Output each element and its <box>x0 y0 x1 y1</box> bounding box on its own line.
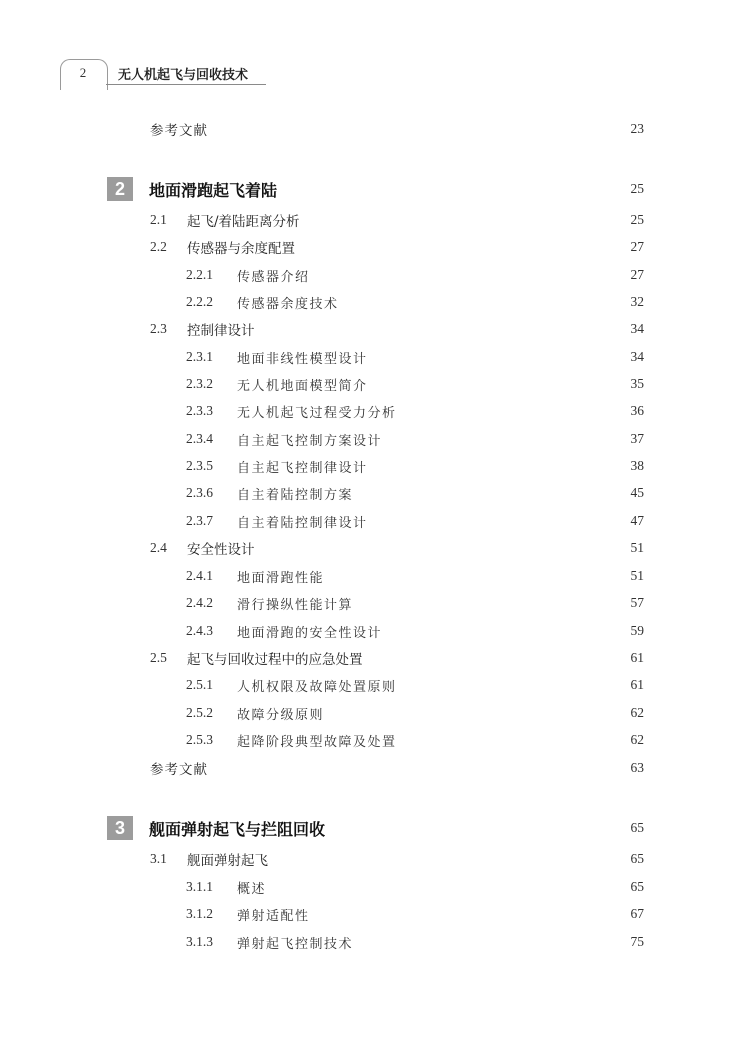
toc-entry-number: 2.3 <box>150 321 167 336</box>
leader-dots <box>306 209 618 231</box>
chapter-number-badge: 2 <box>107 177 133 201</box>
toc-entry-number: 2.5.2 <box>186 705 213 720</box>
toc-entry[interactable] <box>150 537 644 559</box>
toc-entry[interactable] <box>186 729 644 751</box>
leader-dots <box>388 620 618 642</box>
toc-entry-page: 32 <box>630 294 644 309</box>
leader-dots <box>359 592 618 614</box>
toc-entry-page: 61 <box>630 677 644 692</box>
toc-entry-page: 62 <box>630 732 644 747</box>
chapter-heading-2[interactable] <box>107 176 644 202</box>
leader-dots <box>214 118 618 140</box>
toc-entry[interactable] <box>186 291 644 313</box>
toc-entry-title: 参考文献 <box>150 123 208 139</box>
leader-dots <box>261 537 619 559</box>
toc-entry[interactable] <box>186 903 644 925</box>
chapter-page: 25 <box>630 181 644 196</box>
leader-dots <box>359 482 618 504</box>
leader-dots <box>331 817 618 839</box>
toc-entry-number: 2.3.3 <box>186 403 213 418</box>
chapter-page: 65 <box>630 820 644 835</box>
toc-entry-page: 62 <box>630 705 644 720</box>
leader-dots <box>374 510 618 532</box>
toc-entry[interactable] <box>150 236 644 258</box>
toc-entry-title: 参考文献 <box>150 762 208 778</box>
leader-dots <box>403 729 618 751</box>
toc-entry[interactable] <box>150 848 644 870</box>
toc-entry-number: 2.1 <box>150 212 167 227</box>
toc-entry[interactable] <box>186 674 644 696</box>
toc-entry-number: 2.3.1 <box>186 349 213 364</box>
toc-entry[interactable] <box>186 264 644 286</box>
toc-entry-title: 弹射起飞控制技术 <box>237 936 354 952</box>
toc-entry-number: 2.3.5 <box>186 458 213 473</box>
leader-dots <box>374 373 618 395</box>
toc-entry-title: 起降阶段典型故障及处置 <box>237 734 397 750</box>
toc-entry[interactable] <box>186 373 644 395</box>
toc-entry-page: 27 <box>630 267 644 282</box>
toc-entry-title: 地面滑跑的安全性设计 <box>237 625 383 641</box>
toc-entry-title: 自主起飞控制律设计 <box>237 460 368 476</box>
toc-entry-number: 3.1.1 <box>186 879 213 894</box>
toc-entry[interactable] <box>186 510 644 532</box>
toc-entry-page: 35 <box>630 376 644 391</box>
toc-entry-page: 65 <box>630 851 644 866</box>
toc-entry[interactable] <box>186 482 644 504</box>
toc-entry-page: 37 <box>630 431 644 446</box>
toc-entry-title: 传感器介绍 <box>237 269 310 285</box>
toc-entry-page: 27 <box>630 239 644 254</box>
leader-dots <box>316 903 618 925</box>
toc-entry-title: 无人机地面模型简介 <box>237 378 368 394</box>
toc-entry-title: 滑行操纵性能计算 <box>237 597 354 613</box>
toc-entry-title: 弹射适配性 <box>237 908 310 924</box>
leader-dots <box>388 428 618 450</box>
toc-entry[interactable] <box>150 318 644 340</box>
toc-entry[interactable] <box>150 209 644 231</box>
leader-dots <box>359 931 618 953</box>
chapter-title: 地面滑跑起飞着陆 <box>149 180 278 200</box>
toc-entry-number: 2.3.4 <box>186 431 213 446</box>
toc-entry-number: 2.4.1 <box>186 568 213 583</box>
toc-entry-references[interactable] <box>150 118 644 140</box>
toc-entry[interactable] <box>186 592 644 614</box>
toc-entry-title: 无人机起飞过程受力分析 <box>237 405 397 421</box>
toc-entry[interactable] <box>186 400 644 422</box>
chapter-number-badge: 3 <box>107 816 133 840</box>
leader-dots <box>374 346 618 368</box>
leader-dots <box>301 236 618 258</box>
leader-dots <box>369 647 619 669</box>
toc-entry-title: 人机权限及故障处置原则 <box>237 679 397 695</box>
toc-entry-number: 2.5 <box>150 650 167 665</box>
toc-entry-page: 51 <box>630 540 644 555</box>
toc-entry[interactable] <box>186 876 644 898</box>
toc-entry[interactable] <box>186 931 644 953</box>
leader-dots <box>403 400 618 422</box>
leader-dots <box>330 702 618 724</box>
toc-entry-page: 67 <box>630 906 644 921</box>
toc-entry-number: 2.5.3 <box>186 732 213 747</box>
chapter-heading-3[interactable] <box>107 815 644 841</box>
leader-dots <box>214 757 618 779</box>
toc-entry-number: 2.3.2 <box>186 376 213 391</box>
toc-entry[interactable] <box>186 565 644 587</box>
chapter-title: 舰面弹射起飞与拦阻回收 <box>149 819 326 839</box>
toc-entry[interactable] <box>186 620 644 642</box>
leader-dots <box>261 318 619 340</box>
toc-entry-title: 舰面弹射起飞 <box>187 853 268 869</box>
toc-entry-number: 2.2.1 <box>186 267 213 282</box>
toc-entry-page: 45 <box>630 485 644 500</box>
toc-entry-title: 故障分级原则 <box>237 707 325 723</box>
toc-entry-title: 自主起飞控制方案设计 <box>237 433 383 449</box>
toc-entry-page: 57 <box>630 595 644 610</box>
toc-entry-page: 59 <box>630 623 644 638</box>
running-header <box>60 55 265 87</box>
toc-entry-number: 2.3.6 <box>186 485 213 500</box>
toc-entry-page: 25 <box>630 212 644 227</box>
toc-entry-number: 2.2.2 <box>186 294 213 309</box>
toc-entry-title: 自主着陆控制律设计 <box>237 515 368 531</box>
toc-entry-number: 2.4.3 <box>186 623 213 638</box>
leader-dots <box>274 848 618 870</box>
page-number: 2 <box>79 65 87 80</box>
toc-entry-title: 概述 <box>237 881 267 897</box>
toc-entry-page: 65 <box>630 879 644 894</box>
toc-entry-page: 61 <box>630 650 644 665</box>
toc-entry-title: 控制律设计 <box>187 323 255 339</box>
toc-entry[interactable] <box>186 428 644 450</box>
leader-dots <box>316 264 618 286</box>
toc-entry-number: 2.2 <box>150 239 167 254</box>
toc-entry-page: 63 <box>630 760 644 775</box>
toc-entry-number: 3.1.2 <box>186 906 213 921</box>
toc-entry-page: 38 <box>630 458 644 473</box>
leader-dots <box>403 674 618 696</box>
leader-dots <box>272 876 618 898</box>
toc-entry-references[interactable] <box>150 757 644 779</box>
leader-dots <box>374 455 618 477</box>
toc-entry-title: 传感器余度技术 <box>237 296 339 312</box>
toc-entry-page: 75 <box>630 934 644 949</box>
toc-entry-number: 2.4.2 <box>186 595 213 610</box>
toc-entry-title: 安全性设计 <box>187 542 255 558</box>
leader-dots <box>283 178 618 200</box>
toc-entry[interactable] <box>186 455 644 477</box>
toc-entry-title: 自主着陆控制方案 <box>237 487 354 503</box>
leader-dots <box>345 291 618 313</box>
toc-entry-title: 地面滑跑性能 <box>237 570 325 586</box>
toc-entry-page: 36 <box>630 403 644 418</box>
toc-entry-title: 传感器与余度配置 <box>187 241 295 257</box>
toc-entry-page: 34 <box>630 349 644 364</box>
toc-entry-number: 2.3.7 <box>186 513 213 528</box>
leader-dots <box>330 565 618 587</box>
toc-entry-page: 23 <box>630 121 644 136</box>
toc-entry-page: 51 <box>630 568 644 583</box>
toc-entry-number: 3.1 <box>150 851 167 866</box>
toc-entry-title: 地面非线性模型设计 <box>237 351 368 367</box>
toc-entry-number: 2.5.1 <box>186 677 213 692</box>
toc-entry[interactable] <box>186 346 644 368</box>
toc-entry-number: 3.1.3 <box>186 934 213 949</box>
toc-entry[interactable] <box>186 702 644 724</box>
toc-entry-page: 47 <box>630 513 644 528</box>
book-title: 无人机起飞与回收技术 <box>118 68 249 83</box>
header-rule <box>106 84 266 85</box>
toc-entry-page: 34 <box>630 321 644 336</box>
toc-entry[interactable] <box>150 647 644 669</box>
toc-entry-title: 起飞/着陆距离分析 <box>187 214 300 230</box>
toc-entry-number: 2.4 <box>150 540 167 555</box>
toc-entry-title: 起飞与回收过程中的应急处置 <box>187 652 363 668</box>
